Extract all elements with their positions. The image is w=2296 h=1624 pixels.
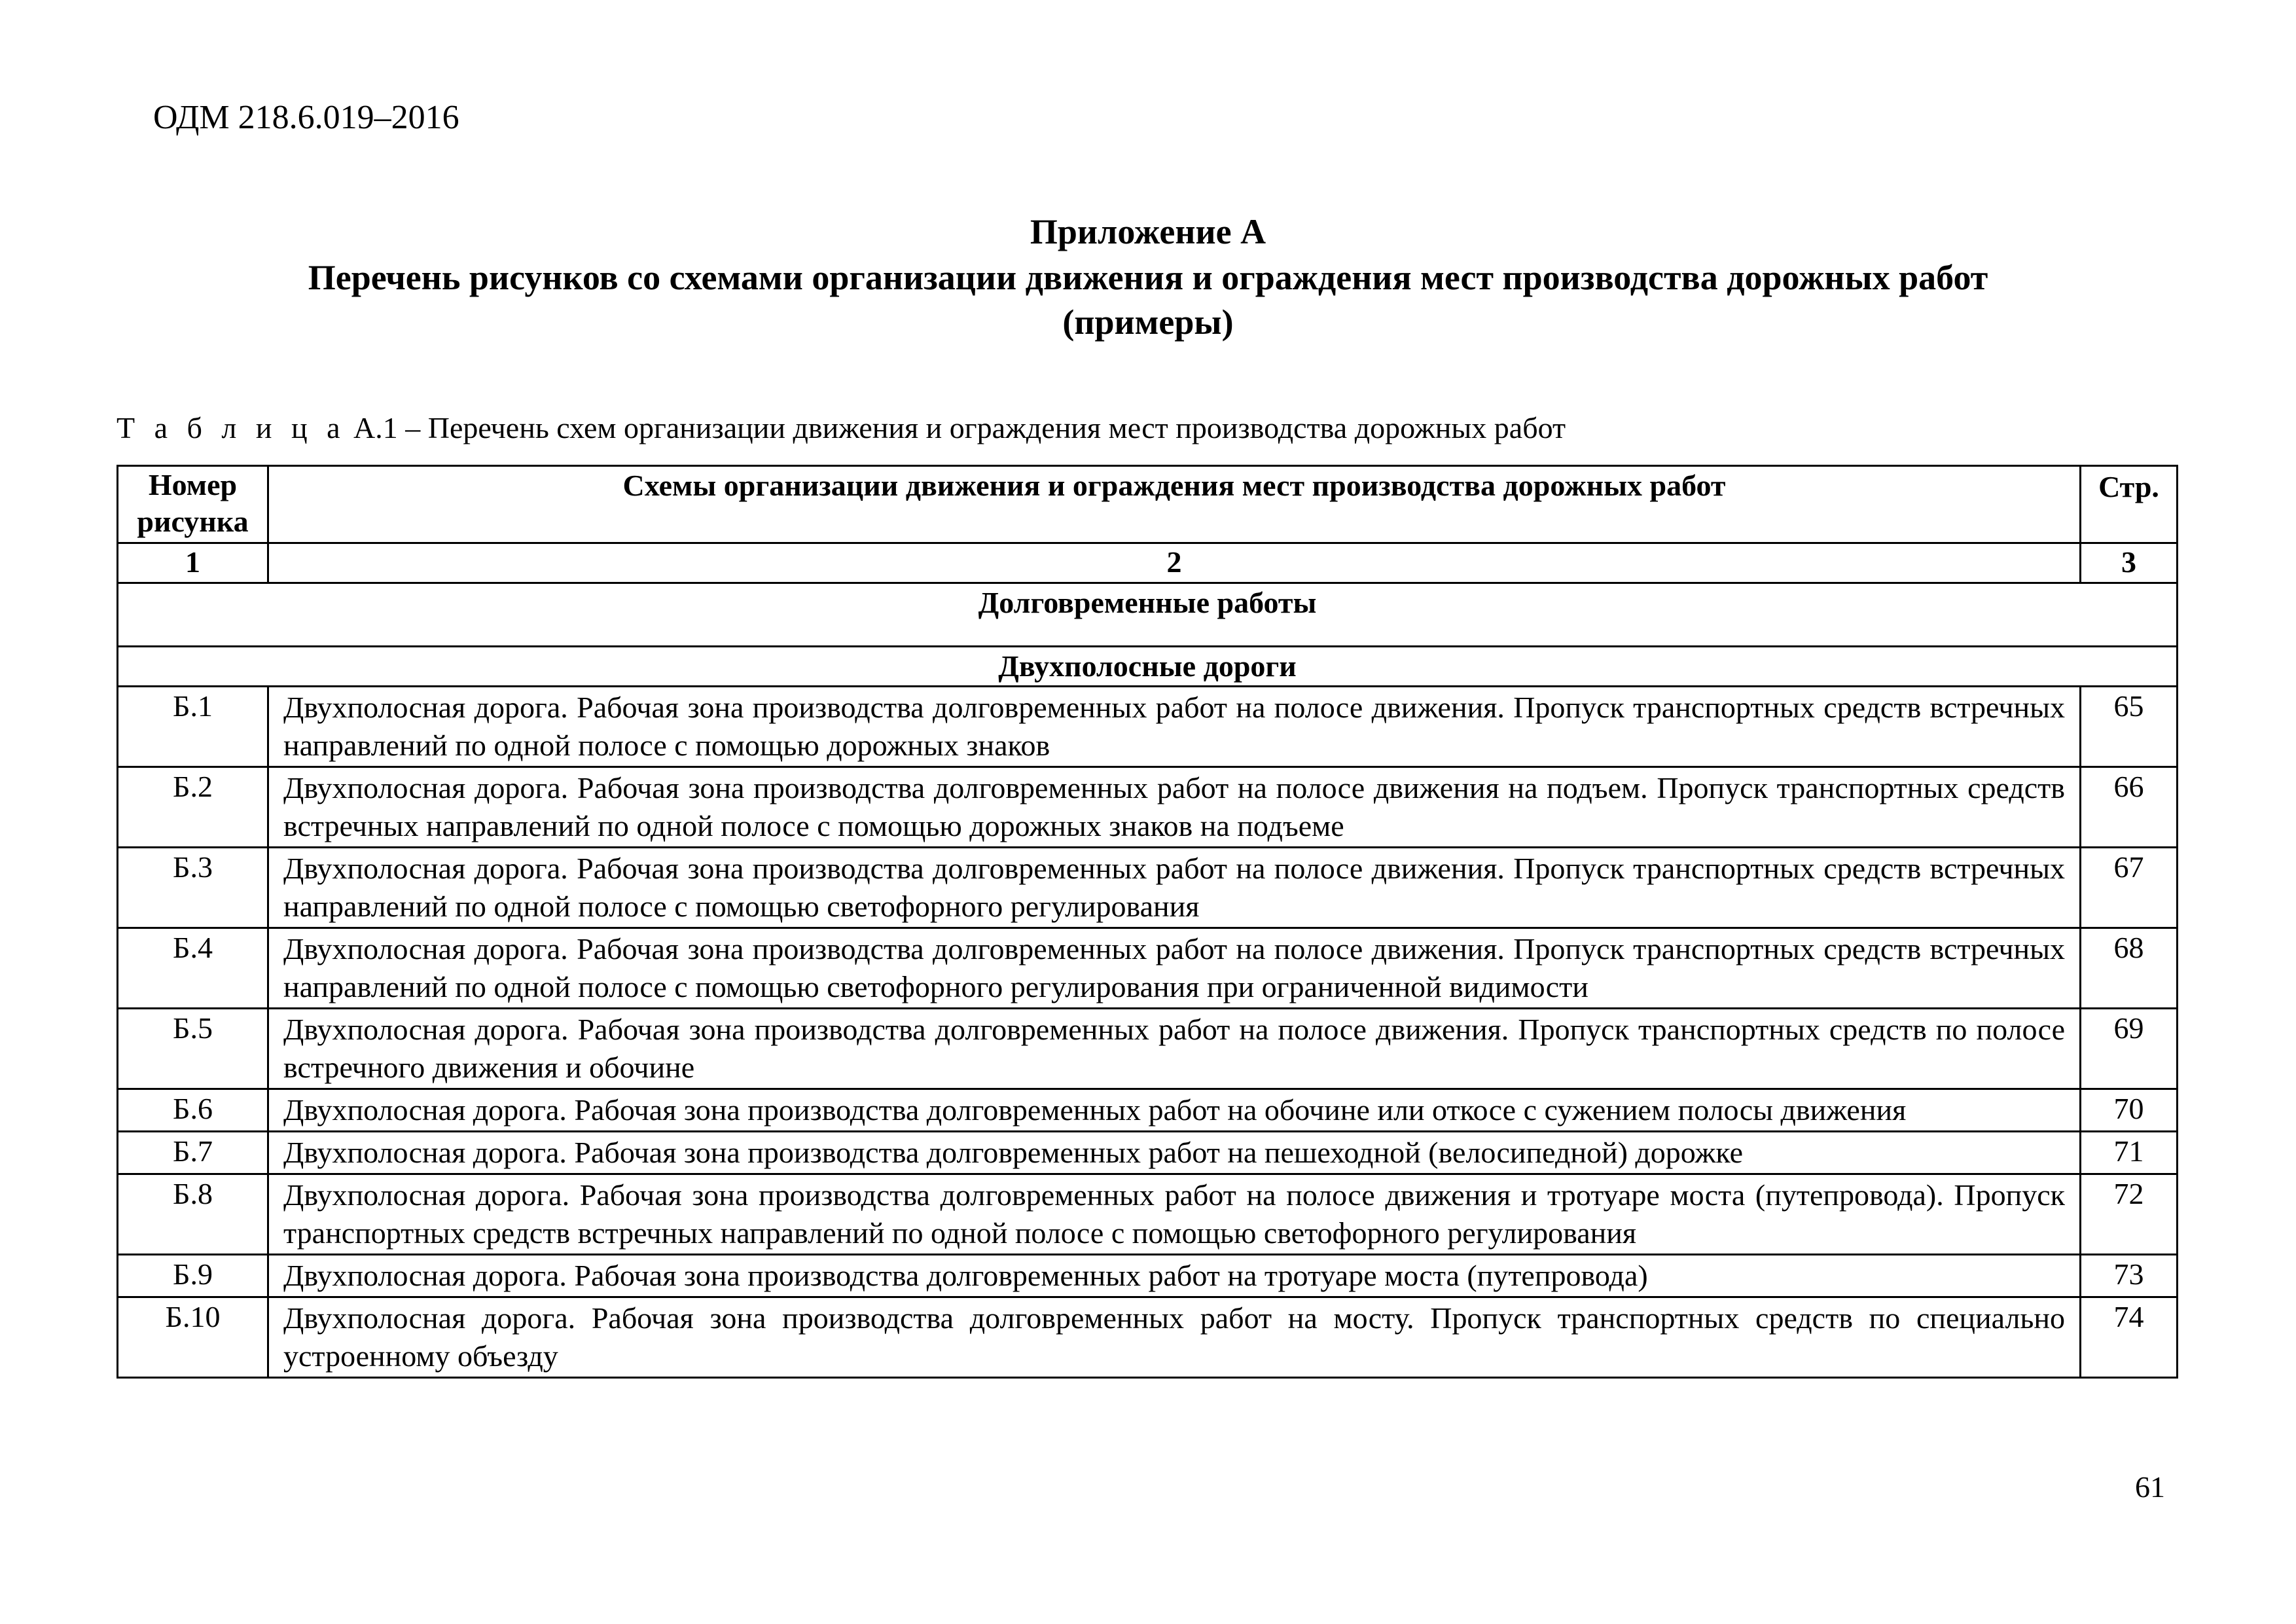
page-cell: 66 (2081, 767, 2178, 848)
table-body (118, 687, 2178, 1378)
column-number: 1 (118, 543, 268, 583)
column-number: 2 (268, 543, 2081, 583)
page-cell: 72 (2081, 1174, 2178, 1255)
scheme-description-cell: Двухполосная дорога. Рабочая зона производства долговременных работ на полосе движения. Пропуск транспортных средств встречных направлений по одной полосе с помощью светофорного регулирования (268, 848, 2081, 928)
figure-number-cell: Б.7 (118, 1132, 268, 1174)
schemes-table (117, 465, 2178, 1379)
appendix-title: Приложение А (1030, 212, 1266, 251)
figure-number-cell: Б.5 (118, 1009, 268, 1089)
header-page: Стр. (2081, 466, 2178, 543)
table-row (118, 928, 2178, 1009)
header-schemes: Схемы организации движения и ограждения мест производства дорожных работ (268, 466, 2081, 543)
column-number: 3 (2081, 543, 2178, 583)
figure-number-cell: Б.2 (118, 767, 268, 848)
scheme-description-cell: Двухполосная дорога. Рабочая зона производства долговременных работ на обочине или откосе с сужением полосы движения (268, 1089, 2081, 1132)
page-cell: 68 (2081, 928, 2178, 1009)
section-row (118, 583, 2178, 647)
figure-number-cell: Б.4 (118, 928, 268, 1009)
table-caption-label: Т а б л и ц а (117, 411, 346, 444)
figure-number-cell: Б.8 (118, 1174, 268, 1255)
page-cell: 73 (2081, 1255, 2178, 1297)
figure-number-cell: Б.1 (118, 687, 268, 767)
table-row (118, 687, 2178, 767)
subsection-heading: Двухполосные дороги (118, 647, 2178, 687)
figure-number-cell: Б.9 (118, 1255, 268, 1297)
table-row (118, 1089, 2178, 1132)
page-number: 61 (2135, 1470, 2165, 1504)
appendix-note: (примеры) (1062, 302, 1234, 342)
scheme-description-cell: Двухполосная дорога. Рабочая зона производства долговременных работ на полосе движения. Пропуск транспортных средств встречных направлений по одной полосе с помощью дорожных знаков (268, 687, 2081, 767)
table-header-row (118, 466, 2178, 543)
page-cell: 71 (2081, 1132, 2178, 1174)
table-row (118, 1297, 2178, 1378)
scheme-description-cell: Двухполосная дорога. Рабочая зона производства долговременных работ на полосе движения на подъем. Пропуск транспортных средств встречных направлений по одной полосе с помощью дорожных знаков на подъеме (268, 767, 2081, 848)
page-cell: 69 (2081, 1009, 2178, 1089)
table-row (118, 848, 2178, 928)
scheme-description-cell: Двухполосная дорога. Рабочая зона производства долговременных работ на пешеходной (велосипедной) дорожке (268, 1132, 2081, 1174)
appendix-subtitle: Перечень рисунков со схемами организации движения и ограждения мест производства дорожных работ (308, 258, 1988, 297)
subsection-row (118, 647, 2178, 687)
header-figure-number: Номер рисунка (118, 466, 268, 543)
section-heading: Долговременные работы (118, 583, 2178, 647)
table-caption (117, 410, 1566, 445)
document-code: ОДМ 218.6.019–2016 (153, 99, 459, 136)
scheme-description-cell: Двухполосная дорога. Рабочая зона производства долговременных работ на мосту. Пропуск транспортных средств по специально устроенному объезду (268, 1297, 2081, 1378)
column-number-row (118, 543, 2178, 583)
figure-number-cell: Б.10 (118, 1297, 268, 1378)
scheme-description-cell: Двухполосная дорога. Рабочая зона производства долговременных работ на полосе движения. Пропуск транспортных средств по полосе встречного движения и обочине (268, 1009, 2081, 1089)
table-row (118, 1132, 2178, 1174)
page-cell: 70 (2081, 1089, 2178, 1132)
table-row (118, 1255, 2178, 1297)
page-cell: 67 (2081, 848, 2178, 928)
table-row (118, 1009, 2178, 1089)
table-caption-text: А.1 – Перечень схем организации движения и ограждения мест производства дорожных работ (346, 411, 1566, 444)
page-cell: 74 (2081, 1297, 2178, 1378)
page-cell: 65 (2081, 687, 2178, 767)
scheme-description-cell: Двухполосная дорога. Рабочая зона производства долговременных работ на полосе движения и тротуаре моста (путепровода). Пропуск транспортных средств встречных направлений по одной полосе с помощью светофорного регулирования (268, 1174, 2081, 1255)
figure-number-cell: Б.6 (118, 1089, 268, 1132)
table-row (118, 767, 2178, 848)
scheme-description-cell: Двухполосная дорога. Рабочая зона производства долговременных работ на тротуаре моста (путепровода) (268, 1255, 2081, 1297)
table-row (118, 1174, 2178, 1255)
figure-number-cell: Б.3 (118, 848, 268, 928)
scheme-description-cell: Двухполосная дорога. Рабочая зона производства долговременных работ на полосе движения. Пропуск транспортных средств встречных направлений по одной полосе с помощью светофорного регулирования при ограниченной видимости (268, 928, 2081, 1009)
